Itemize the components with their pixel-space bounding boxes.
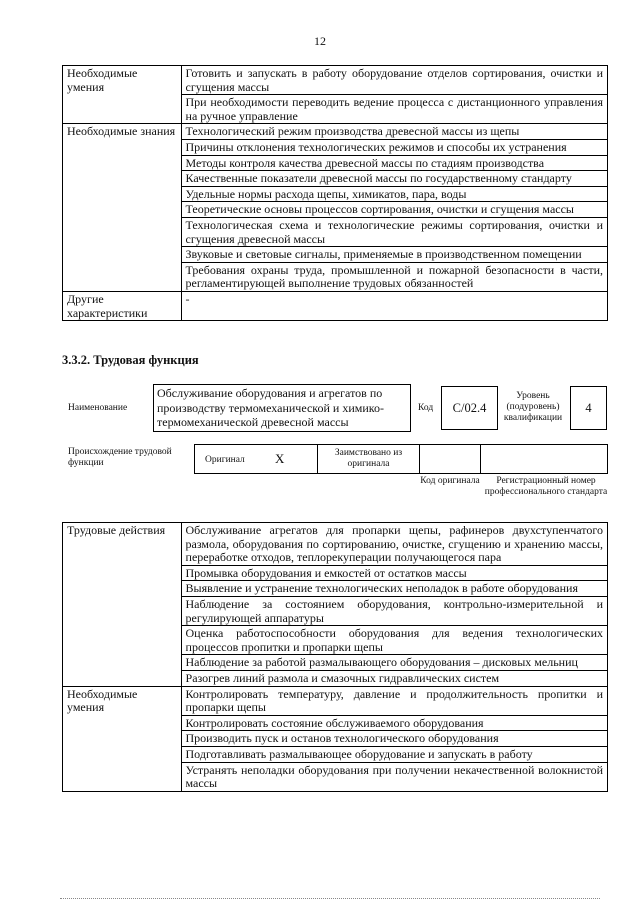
table-cell: Звуковые и световые сигналы, применяемые в производственном помещении	[181, 247, 607, 263]
table-cell: Контролировать состояние обслуживаемого оборудования	[181, 715, 607, 731]
table-cell: -	[181, 291, 607, 320]
original-label: Оригинал	[205, 455, 245, 465]
table-cell: Причины отклонения технологических режимов и способы их устранения	[181, 139, 607, 155]
code-label: Код	[418, 403, 434, 413]
table-cell: Качественные показатели древесной массы по государственному стандарту	[181, 171, 607, 187]
code-original-caption: Код оригинала	[420, 476, 480, 486]
level-value: 4	[585, 400, 592, 415]
function-name-box	[153, 384, 411, 432]
row-label: Необходимые знания	[63, 124, 182, 292]
table-cell: Разогрев линий размола и смазочных гидравлических систем	[181, 670, 607, 686]
table-cell: Выявление и устранение технологических неполадок в работе оборудования	[181, 581, 607, 597]
table-cell: Устранять неполадки оборудования при получении некачественной волокнистой массы	[181, 762, 607, 791]
table-cell: Готовить и запускать в работу оборудование отделов сортирования, очистки и сгущения массы	[181, 66, 607, 95]
section-heading: 3.3.2. Трудовая функция	[62, 353, 199, 367]
borrowed-label: Заимствовано из оригинала	[334, 448, 403, 469]
row-label: Необходимые умения	[63, 66, 182, 124]
reg-number-box	[480, 444, 608, 474]
row-label: Необходимые умения	[63, 686, 182, 791]
table-cell: Технологическая схема и технологические режимы сортирования, очистки и сгущения древесной массы	[181, 217, 607, 246]
table-cell: Наблюдение за работой размалывающего оборудования – дисковых мельниц	[181, 655, 607, 671]
borrowed-box	[317, 444, 420, 474]
row-label: Другие характеристики	[63, 291, 182, 320]
original-mark: X	[275, 451, 285, 466]
requirements-table-top	[62, 65, 608, 321]
row-label: Трудовые действия	[63, 523, 182, 687]
table-cell: Контролировать температуру, давление и продолжительность пропитки и пропарки щепы	[181, 686, 607, 715]
table-cell: Технологический режим производства древесной массы из щепы	[181, 124, 607, 140]
table-cell: Подготавливать размалывающее оборудование и запускать в работу	[181, 746, 607, 762]
level-label: Уровень (подуровень) квалификации	[503, 391, 563, 423]
level-box	[570, 386, 607, 430]
table-row	[63, 66, 608, 95]
origin-label: Происхождение трудовой функции	[68, 447, 172, 468]
table-row	[63, 124, 608, 140]
table-cell: Теоретические основы процессов сортирования, очистки и сгущения массы	[181, 202, 607, 218]
function-name: Обслуживание оборудования и агрегатов по производству термомеханической и химико-термомеханической древесной массы	[157, 386, 384, 429]
page-number: 12	[314, 34, 326, 48]
table-cell: Наблюдение за состоянием оборудования, контрольно-измерительной и регулирующей аппаратуры	[181, 596, 607, 625]
table-cell: Обслуживание агрегатов для пропарки щепы, рафинеров двухступенчатого размола, оборудования по сортированию, очистке, сгущению и хранению массы, переработке отходов, теплорекуперации получающегося пара	[181, 523, 607, 566]
table-row	[63, 686, 608, 715]
table-cell: Требования охраны труда, промышленной и пожарной безопасности в части, регламентирующей выполнение трудовых обязанностей	[181, 262, 607, 291]
footer-rule	[60, 898, 600, 899]
table-cell: Методы контроля качества древесной массы по стадиям производства	[181, 155, 607, 171]
code-value: С/02.4	[452, 400, 487, 415]
original-box	[194, 444, 318, 474]
name-label: Наименование	[68, 403, 128, 413]
table-row	[63, 291, 608, 320]
reg-number-caption: Регистрационный номер профессионального стандарта	[484, 476, 608, 497]
table-cell: Промывка оборудования и емкостей от остатков массы	[181, 565, 607, 581]
table-cell: Производить пуск и останов технологического оборудования	[181, 731, 607, 747]
table-row	[63, 523, 608, 566]
requirements-table-bottom	[62, 522, 608, 792]
code-original-box	[419, 444, 481, 474]
table-cell: Удельные нормы расхода щепы, химикатов, пара, воды	[181, 186, 607, 202]
table-cell: Оценка работоспособности оборудования для ведения технологических процессов пропитки и пропарки щепы	[181, 626, 607, 655]
table-cell: При необходимости переводить ведение процесса с дистанционного управления на ручное управление	[181, 95, 607, 124]
code-box	[441, 386, 498, 430]
